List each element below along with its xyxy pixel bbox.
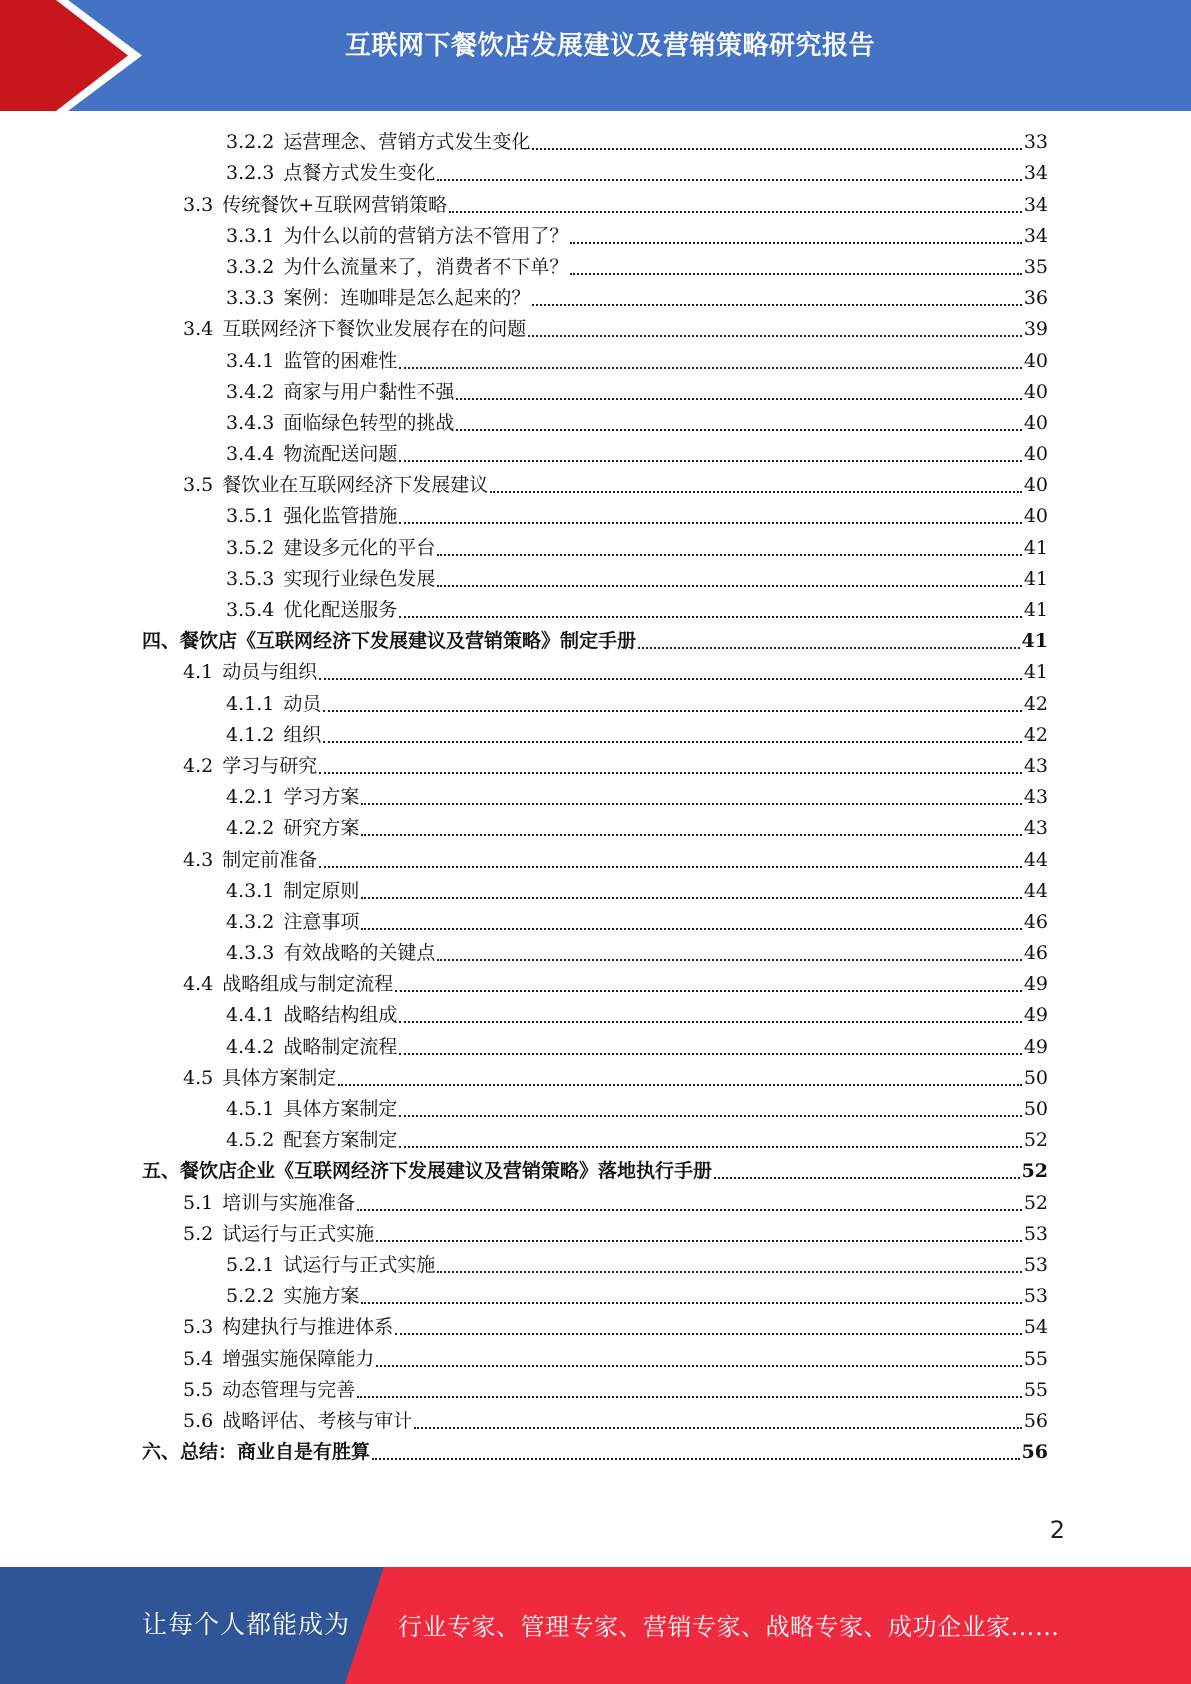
toc-entry[interactable]	[142, 720, 1048, 751]
toc-entry-title: 制定前准备	[222, 848, 318, 871]
toc-entry-number: 3.4.3	[226, 411, 275, 434]
toc-entry[interactable]	[142, 688, 1048, 719]
toc-entry[interactable]	[142, 314, 1048, 345]
toc-entry-title: 餐饮业在互联网经济下发展建议	[222, 474, 489, 497]
toc-entry-title: 动员与组织	[222, 661, 318, 684]
toc-leader-dots	[319, 866, 1022, 868]
toc-entry-number: 5.1	[183, 1191, 214, 1214]
toc-entry-number: 3.4	[183, 318, 214, 341]
toc-entry-label	[226, 346, 397, 377]
toc-entry-page: 56	[1023, 1409, 1048, 1432]
toc-entry-title: 优化配送服务	[283, 599, 398, 621]
toc-entry-title: 动态管理与完善	[222, 1378, 356, 1401]
toc-entry-number: 3.4.4	[226, 443, 275, 466]
toc-entry-title: 战略制定流程	[283, 1035, 398, 1058]
toc-entry-label	[226, 813, 359, 844]
toc-entry-number: 4.2	[183, 754, 214, 777]
toc-entry-page: 53	[1023, 1253, 1048, 1276]
toc-entry-number: 5.2.2	[226, 1285, 275, 1308]
toc-leader-dots	[399, 1146, 1021, 1148]
toc-leader-dots	[449, 211, 1022, 213]
toc-entry[interactable]	[142, 532, 1048, 563]
toc-entry-page: 53	[1023, 1285, 1048, 1308]
toc-entry-page: 41	[1021, 630, 1048, 653]
toc-entry[interactable]	[142, 470, 1048, 501]
toc-leader-dots	[399, 522, 1021, 524]
toc-entry-title: 物流配送问题	[283, 443, 398, 466]
toc-entry-page: 55	[1023, 1347, 1048, 1370]
toc-entry-title: 有效战略的关键点	[283, 942, 436, 965]
toc-entry-number: 5.3	[183, 1316, 214, 1339]
toc-entry-page: 52	[1021, 1160, 1048, 1183]
toc-leader-dots	[361, 834, 1021, 836]
toc-entry-page: 41	[1023, 536, 1048, 559]
toc-entry-page: 40	[1023, 349, 1048, 372]
toc-leader-dots	[372, 1458, 1020, 1460]
toc-entry-number: 3.5.2	[226, 536, 275, 559]
toc-entry-title: 学习与研究	[222, 754, 318, 777]
toc-entry[interactable]	[142, 657, 1048, 688]
toc-entry-title: 战略评估、考核与审计	[222, 1409, 413, 1432]
toc-entry-label	[183, 1344, 374, 1375]
toc-entry-page: 43	[1023, 817, 1048, 840]
toc-entry-title: 运营理念、营销方式发生变化	[283, 131, 531, 154]
table-of-contents	[142, 127, 1048, 1468]
toc-entry-number: 4.5	[183, 1066, 214, 1089]
toc-entry-number: 4.3.2	[226, 910, 275, 933]
toc-leader-dots	[399, 1053, 1021, 1055]
toc-entry-label	[226, 1032, 397, 1063]
toc-entry-number: 3.2.3	[226, 162, 275, 185]
toc-entry-page: 50	[1023, 1066, 1048, 1089]
toc-entry-page: 40	[1023, 380, 1048, 403]
toc-entry-title: 注意事项	[283, 910, 360, 933]
toc-entry-label	[226, 1000, 397, 1031]
toc-entry-page: 41	[1023, 599, 1048, 621]
toc-entry-label	[226, 377, 454, 408]
toc-entry-label	[183, 969, 393, 1000]
toc-entry-page: 34	[1023, 193, 1048, 216]
toc-entry[interactable]	[142, 1125, 1048, 1156]
toc-entry-page: 43	[1023, 786, 1048, 809]
toc-entry-label	[183, 1312, 393, 1343]
page-header	[0, 0, 1191, 111]
toc-entry-page: 40	[1023, 443, 1048, 466]
toc-entry-number: 4.4.2	[226, 1035, 275, 1058]
toc-leader-dots	[319, 678, 1022, 680]
toc-entry[interactable]	[142, 501, 1048, 532]
toc-entry[interactable]	[142, 1156, 1048, 1187]
toc-entry-label	[183, 314, 526, 345]
toc-leader-dots	[361, 803, 1021, 805]
toc-entry[interactable]	[142, 1250, 1048, 1281]
toc-entry-number: 3.4.1	[226, 349, 275, 372]
toc-entry[interactable]	[142, 127, 1048, 158]
toc-entry-page: 50	[1023, 1098, 1048, 1120]
toc-entry-label	[226, 1125, 397, 1156]
toc-entry[interactable]	[142, 938, 1048, 969]
toc-entry-page: 40	[1023, 474, 1048, 497]
toc-entry[interactable]	[142, 345, 1048, 376]
toc-entry-number: 3.3.3	[226, 287, 275, 310]
toc-leader-dots	[361, 1302, 1021, 1304]
toc-entry-number: 3.5.3	[226, 567, 275, 590]
toc-leader-dots	[361, 897, 1021, 899]
toc-entry-number: 4.5.2	[226, 1129, 275, 1152]
toc-leader-dots	[323, 710, 1021, 712]
toc-entry-label	[183, 1219, 374, 1250]
toc-entry-title: 点餐方式发生变化	[283, 162, 436, 185]
toc-entry-page: 40	[1023, 411, 1048, 434]
toc-entry-title: 监管的困难性	[283, 349, 398, 372]
toc-leader-dots	[456, 429, 1021, 431]
toc-entry[interactable]	[142, 1406, 1048, 1437]
toc-leader-dots	[323, 741, 1021, 743]
toc-entry[interactable]	[142, 408, 1048, 439]
toc-leader-dots	[376, 1365, 1022, 1367]
toc-entry[interactable]	[142, 1343, 1048, 1374]
toc-entry-page: 49	[1023, 973, 1048, 996]
toc-leader-dots	[395, 990, 1022, 992]
toc-entry-page: 49	[1023, 1035, 1048, 1058]
toc-entry-label	[226, 127, 530, 158]
toc-leader-dots	[357, 1209, 1022, 1211]
toc-entry-page: 53	[1023, 1222, 1048, 1245]
toc-entry[interactable]	[142, 252, 1048, 283]
toc-entry-title: 面临绿色转型的挑战	[283, 411, 455, 434]
toc-entry-page: 34	[1023, 162, 1048, 185]
toc-entry[interactable]	[142, 1031, 1048, 1062]
toc-leader-dots	[437, 959, 1021, 961]
toc-entry-number: 4.2.2	[226, 817, 275, 840]
toc-leader-dots	[395, 1333, 1022, 1335]
toc-entry-title: 构建执行与推进体系	[222, 1316, 394, 1339]
toc-entry-title: 研究方案	[283, 817, 360, 840]
toc-entry-title: 组织	[283, 723, 322, 746]
toc-entry-label	[226, 252, 568, 283]
toc-entry[interactable]	[142, 1375, 1048, 1406]
toc-entry[interactable]	[142, 377, 1048, 408]
page-footer	[0, 1567, 1191, 1684]
toc-entry-title: 动员	[283, 692, 322, 715]
toc-leader-dots	[399, 367, 1021, 369]
toc-entry-page: 43	[1023, 754, 1048, 777]
toc-entry-number: 5.4	[183, 1347, 214, 1370]
toc-entry[interactable]	[142, 1281, 1048, 1312]
toc-entry-label	[183, 657, 317, 688]
toc-entry-title: 学习方案	[283, 786, 360, 809]
toc-entry-number: 4.4	[183, 973, 214, 996]
toc-leader-dots	[399, 1115, 1021, 1117]
toc-entry-label	[226, 782, 359, 813]
toc-entry-page: 46	[1023, 910, 1048, 933]
toc-entry-number: 4.2.1	[226, 786, 275, 809]
toc-entry[interactable]	[142, 158, 1048, 189]
toc-entry-page: 56	[1021, 1441, 1048, 1464]
toc-entry[interactable]	[142, 969, 1048, 1000]
toc-entry-title: 为什么以前的营销方法不管用了？	[283, 224, 569, 247]
toc-entry-label	[226, 938, 435, 969]
toc-leader-dots	[399, 616, 1021, 618]
toc-entry[interactable]	[142, 1312, 1048, 1343]
toc-entry-number: 3.5.4	[226, 599, 275, 621]
toc-entry-number: 3.3	[183, 193, 214, 216]
toc-entry[interactable]	[142, 1094, 1048, 1125]
toc-entry-page: 41	[1023, 567, 1048, 590]
toc-entry-label	[226, 158, 435, 189]
toc-entry-page: 42	[1023, 723, 1048, 746]
toc-entry-label	[226, 689, 321, 720]
toc-entry-page: 33	[1023, 131, 1048, 154]
toc-entry-label	[226, 439, 397, 470]
toc-entry[interactable]	[142, 844, 1048, 875]
toc-entry-title: 四、餐饮店《互联网经济下发展建议及营销策略》制定手册	[142, 630, 637, 653]
toc-entry-title: 战略组成与制定流程	[222, 973, 394, 996]
toc-entry-title: 传统餐饮+互联网营销策略	[222, 193, 448, 216]
toc-entry-title: 六、总结：商业自是有胜算	[142, 1441, 371, 1464]
toc-entry-label	[183, 1188, 355, 1219]
toc-entry-label	[226, 1281, 359, 1312]
toc-entry[interactable]	[142, 626, 1048, 657]
toc-entry-label	[226, 283, 530, 314]
toc-entry-label	[183, 751, 317, 782]
toc-entry-title: 试运行与正式实施	[222, 1222, 375, 1245]
toc-entry[interactable]	[142, 813, 1048, 844]
toc-entry-label	[183, 845, 317, 876]
toc-entry-page: 34	[1023, 224, 1048, 247]
toc-entry[interactable]	[142, 1437, 1048, 1468]
report-title: 互联网下餐饮店发展建议及营销策略研究报告	[344, 31, 875, 61]
toc-entry[interactable]	[142, 751, 1048, 782]
toc-entry[interactable]	[142, 439, 1048, 470]
toc-entry-page: 55	[1023, 1378, 1048, 1401]
toc-leader-dots	[357, 1396, 1022, 1398]
toc-entry[interactable]	[142, 1187, 1048, 1218]
footer-slogan-left: 让每个人都能成为	[142, 1610, 351, 1639]
toc-leader-dots	[714, 1177, 1020, 1179]
toc-entry-page: 49	[1023, 1004, 1048, 1027]
toc-entry-number: 5.6	[183, 1409, 214, 1432]
toc-entry-number: 3.2.2	[226, 131, 275, 154]
toc-leader-dots	[570, 242, 1021, 244]
toc-entry[interactable]	[142, 595, 1048, 626]
toc-entry-number: 4.3.3	[226, 942, 275, 965]
toc-leader-dots	[376, 1240, 1022, 1242]
toc-entry-page: 44	[1023, 879, 1048, 902]
toc-entry-number: 4.4.1	[226, 1004, 275, 1027]
toc-entry-number: 5.5	[183, 1378, 214, 1401]
toc-entry-label	[142, 1156, 712, 1187]
toc-entry-page: 52	[1023, 1191, 1048, 1214]
toc-entry-number: 4.1.2	[226, 723, 275, 746]
toc-entry[interactable]	[142, 1219, 1048, 1250]
toc-entry-title: 实施方案	[283, 1285, 360, 1308]
toc-leader-dots	[638, 647, 1020, 649]
toc-entry-title: 商家与用户黏性不强	[283, 380, 455, 403]
toc-entry-label	[142, 1437, 370, 1468]
toc-leader-dots	[532, 304, 1021, 306]
toc-entry-label	[226, 408, 454, 439]
toc-entry-title: 建设多元化的平台	[283, 536, 436, 559]
toc-entry-number: 5.2.1	[226, 1253, 275, 1276]
toc-entry-title: 五、餐饮店企业《互联网经济下发展建议及营销策略》落地执行手册	[142, 1160, 713, 1183]
toc-leader-dots	[437, 585, 1021, 587]
toc-entry-title: 具体方案制定	[222, 1066, 337, 1089]
toc-entry-label	[226, 501, 397, 532]
toc-entry-label	[226, 720, 321, 751]
page-number: 2	[1049, 1516, 1065, 1544]
toc-entry-label	[226, 907, 359, 938]
toc-entry[interactable]	[142, 907, 1048, 938]
footer-slogan-right: 行业专家、管理专家、营销专家、战略专家、成功企业家……	[398, 1613, 1060, 1641]
toc-entry-page: 36	[1023, 287, 1048, 310]
toc-leader-dots	[570, 273, 1021, 275]
toc-entry[interactable]	[142, 283, 1048, 314]
toc-entry-title: 互联网经济下餐饮业发展存在的问题	[222, 318, 527, 341]
toc-entry-title: 试运行与正式实施	[283, 1253, 436, 1276]
toc-entry-title: 实现行业绿色发展	[283, 567, 436, 590]
toc-entry-title: 案例：连咖啡是怎么起来的？	[283, 287, 531, 310]
toc-entry-label	[183, 1375, 355, 1406]
toc-entry-number: 3.3.1	[226, 224, 275, 247]
red-chevron-icon	[0, 0, 170, 111]
toc-entry[interactable]	[142, 564, 1048, 595]
toc-leader-dots	[437, 554, 1021, 556]
toc-entry-title: 制定原则	[283, 879, 360, 902]
toc-leader-dots	[319, 772, 1022, 774]
toc-entry-number: 4.5.1	[226, 1098, 275, 1120]
toc-entry-number: 4.3.1	[226, 879, 275, 902]
toc-entry-number: 3.3.2	[226, 255, 275, 278]
toc-entry[interactable]	[142, 876, 1048, 907]
toc-entry-page: 44	[1023, 848, 1048, 871]
toc-entry[interactable]	[142, 1063, 1048, 1094]
toc-entry-title: 配套方案制定	[283, 1129, 398, 1152]
toc-entry-page: 39	[1023, 318, 1048, 341]
toc-entry[interactable]	[142, 221, 1048, 252]
toc-entry-label	[183, 190, 447, 221]
toc-entry-label	[226, 533, 435, 564]
toc-entry-number: 4.1.1	[226, 692, 275, 715]
toc-entry-title: 培训与实施准备	[222, 1191, 356, 1214]
toc-leader-dots	[532, 148, 1021, 150]
toc-entry-number: 4.3	[183, 848, 214, 871]
toc-entry-label	[183, 1063, 336, 1094]
toc-entry-title: 增强实施保障能力	[222, 1347, 375, 1370]
toc-entry-title: 战略结构组成	[283, 1004, 398, 1027]
toc-entry-page: 35	[1023, 255, 1048, 278]
toc-entry-page: 40	[1023, 505, 1048, 528]
toc-entry-label	[226, 595, 397, 626]
toc-entry-label	[226, 1094, 397, 1125]
toc-leader-dots	[437, 1271, 1021, 1273]
toc-entry-page: 54	[1023, 1316, 1048, 1339]
toc-entry-label	[226, 221, 568, 252]
toc-leader-dots	[338, 1084, 1022, 1086]
toc-entry-page: 52	[1023, 1129, 1048, 1152]
toc-entry[interactable]	[142, 782, 1048, 813]
toc-entry[interactable]	[142, 1000, 1048, 1031]
toc-leader-dots	[456, 398, 1021, 400]
toc-entry-label	[183, 1406, 412, 1437]
toc-leader-dots	[399, 460, 1021, 462]
toc-entry-label	[226, 564, 435, 595]
toc-entry-number: 5.2	[183, 1222, 214, 1245]
toc-entry-page: 46	[1023, 942, 1048, 965]
toc-entry-label	[183, 470, 488, 501]
toc-entry-number: 3.5.1	[226, 505, 275, 528]
toc-entry-page: 41	[1023, 661, 1048, 684]
toc-entry-number: 4.1	[183, 661, 214, 684]
toc-entry-label	[226, 876, 359, 907]
toc-entry-label	[226, 1250, 435, 1281]
toc-entry-title: 为什么流量来了，消费者不下单？	[283, 255, 569, 278]
toc-entry-title: 强化监管措施	[283, 505, 398, 528]
toc-entry-page: 42	[1023, 692, 1048, 715]
toc-leader-dots	[399, 1021, 1021, 1023]
toc-leader-dots	[490, 491, 1022, 493]
toc-entry-title: 具体方案制定	[283, 1098, 398, 1120]
toc-leader-dots	[361, 928, 1021, 930]
toc-leader-dots	[528, 335, 1022, 337]
toc-entry-number: 3.5	[183, 474, 214, 497]
toc-entry-number: 3.4.2	[226, 380, 275, 403]
toc-leader-dots	[437, 179, 1021, 181]
toc-entry-label	[142, 626, 636, 657]
toc-entry[interactable]	[142, 189, 1048, 220]
toc-leader-dots	[414, 1427, 1022, 1429]
